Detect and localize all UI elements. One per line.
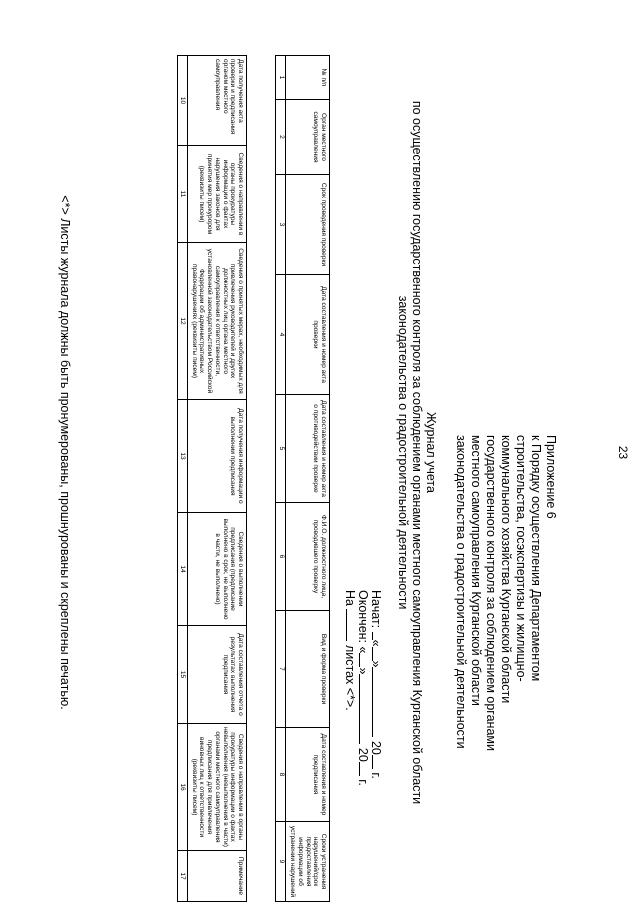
- column-number: 7: [276, 611, 286, 728]
- sheets-label: листах <*>.: [343, 644, 357, 711]
- on-label: На: [343, 590, 357, 606]
- table-header-row: [188, 56, 247, 902]
- column-header: Сведения о направлении в органы прокуратуры информации о фактах нарушения законов для принятия мер прокурором (реквизиты писем): [188, 146, 247, 243]
- annex-line: местного самоуправления Курганской области: [469, 435, 483, 706]
- column-number: 15: [178, 626, 188, 724]
- annex-line: государственного контроля за соблюдением органами: [484, 435, 498, 751]
- column-number: 14: [178, 513, 188, 626]
- year-prefix: 20: [356, 747, 370, 762]
- started-line: Начат: «» 20 г.: [369, 590, 383, 779]
- column-header: Дата получения информации о выполнении предписания: [188, 400, 247, 513]
- finished-label: Окончен:: [356, 590, 370, 644]
- column-header: Сведения о направлении в органы прокуратуры информации о фактах невыполнения (невыполнения в части) органами местного самоуправления предписания для привлечения виновных лиц к ответственности (реквизиты писем): [188, 724, 247, 851]
- sheets-line: [343, 590, 356, 890]
- page-number: 23: [616, 445, 630, 460]
- journal-title: Журнал учета: [424, 412, 438, 493]
- column-header: Вид и форма проверки: [286, 611, 330, 728]
- column-header: Примечание: [188, 851, 247, 902]
- journal-heading: [396, 0, 438, 905]
- column-number-row: [178, 56, 188, 902]
- column-number: 17: [178, 851, 188, 902]
- annex-line: строительства, госэкспертизы и жилищно-: [514, 435, 528, 682]
- column-header: Сведения о выполнении предписания (предписание выполнено в срок, не выполнено в части, не выполнено): [188, 513, 247, 626]
- year-suffix: г.: [356, 779, 370, 786]
- annex-title: Приложение 6: [544, 435, 558, 519]
- column-number-row: [276, 56, 286, 902]
- footnote: <*> Листы журнала должны быть пронумерованы, прошнурованы и скреплены печатью.: [58, 195, 72, 710]
- column-number: 4: [276, 275, 286, 395]
- column-header: Орган местного самоуправления: [286, 100, 330, 175]
- column-number: 12: [178, 243, 188, 400]
- annex-block: [453, 435, 558, 905]
- year-prefix: 20: [369, 740, 383, 755]
- column-number: 8: [276, 728, 286, 822]
- column-header: Дата составления и номер акта проверки: [286, 275, 330, 395]
- column-number: 2: [276, 100, 286, 175]
- column-header: Срок проведения проверки: [286, 175, 330, 275]
- column-header: Дата составления и номер предписания: [286, 728, 330, 822]
- column-header: Сведения о принятых мерах, необходимых для привлечения руководителей и других должностных лиц органа местного самоуправления к ответственности, установленной законодательством Российской Федерации об административных правонарушениях (реквизиты писем): [188, 243, 247, 400]
- column-number: 16: [178, 724, 188, 851]
- column-number: 10: [178, 56, 188, 146]
- column-number: 13: [178, 400, 188, 513]
- journal-table-part-1: [275, 55, 330, 902]
- journal-period: [343, 590, 382, 890]
- annex-line: к Порядку осуществления Департаментом: [529, 435, 543, 682]
- column-header: Дата получения акта проверки и предписания органом местного самоуправления: [188, 56, 247, 146]
- finished-line: Окончен: «» 20 г.: [356, 590, 370, 786]
- column-number: 6: [276, 503, 286, 611]
- column-header: Дата составления отчета о результатах выполнения предписания: [188, 626, 247, 724]
- column-number: 11: [178, 146, 188, 243]
- column-header: № п/п: [286, 56, 330, 100]
- column-header: Сроки устранения нарушений/срок предоставления информации об устранении нарушений: [286, 822, 330, 902]
- annex-line: коммунального хозяйства Курганской области: [499, 435, 513, 704]
- journal-subtitle: по осуществлению государственного контроля за соблюдением органами местного самоуправления Курганской области: [410, 100, 424, 805]
- started-label: Начат:: [369, 590, 383, 629]
- column-number: 9: [276, 822, 286, 902]
- annex-line: законодательства о градостроительной деятельности: [454, 435, 468, 749]
- year-suffix: г.: [369, 772, 383, 779]
- column-header: Дата составления и номер акта о противодействии проверке: [286, 395, 330, 503]
- table-header-row: [286, 56, 330, 902]
- column-number: 1: [276, 56, 286, 100]
- column-header: Ф.И.О. должностного лица, проводившего проверку: [286, 503, 330, 611]
- column-number: 3: [276, 175, 286, 275]
- journal-subtitle: законодательства о градостроительной деятельности: [396, 295, 410, 610]
- journal-table-part-2: [177, 55, 247, 902]
- column-number: 5: [276, 395, 286, 503]
